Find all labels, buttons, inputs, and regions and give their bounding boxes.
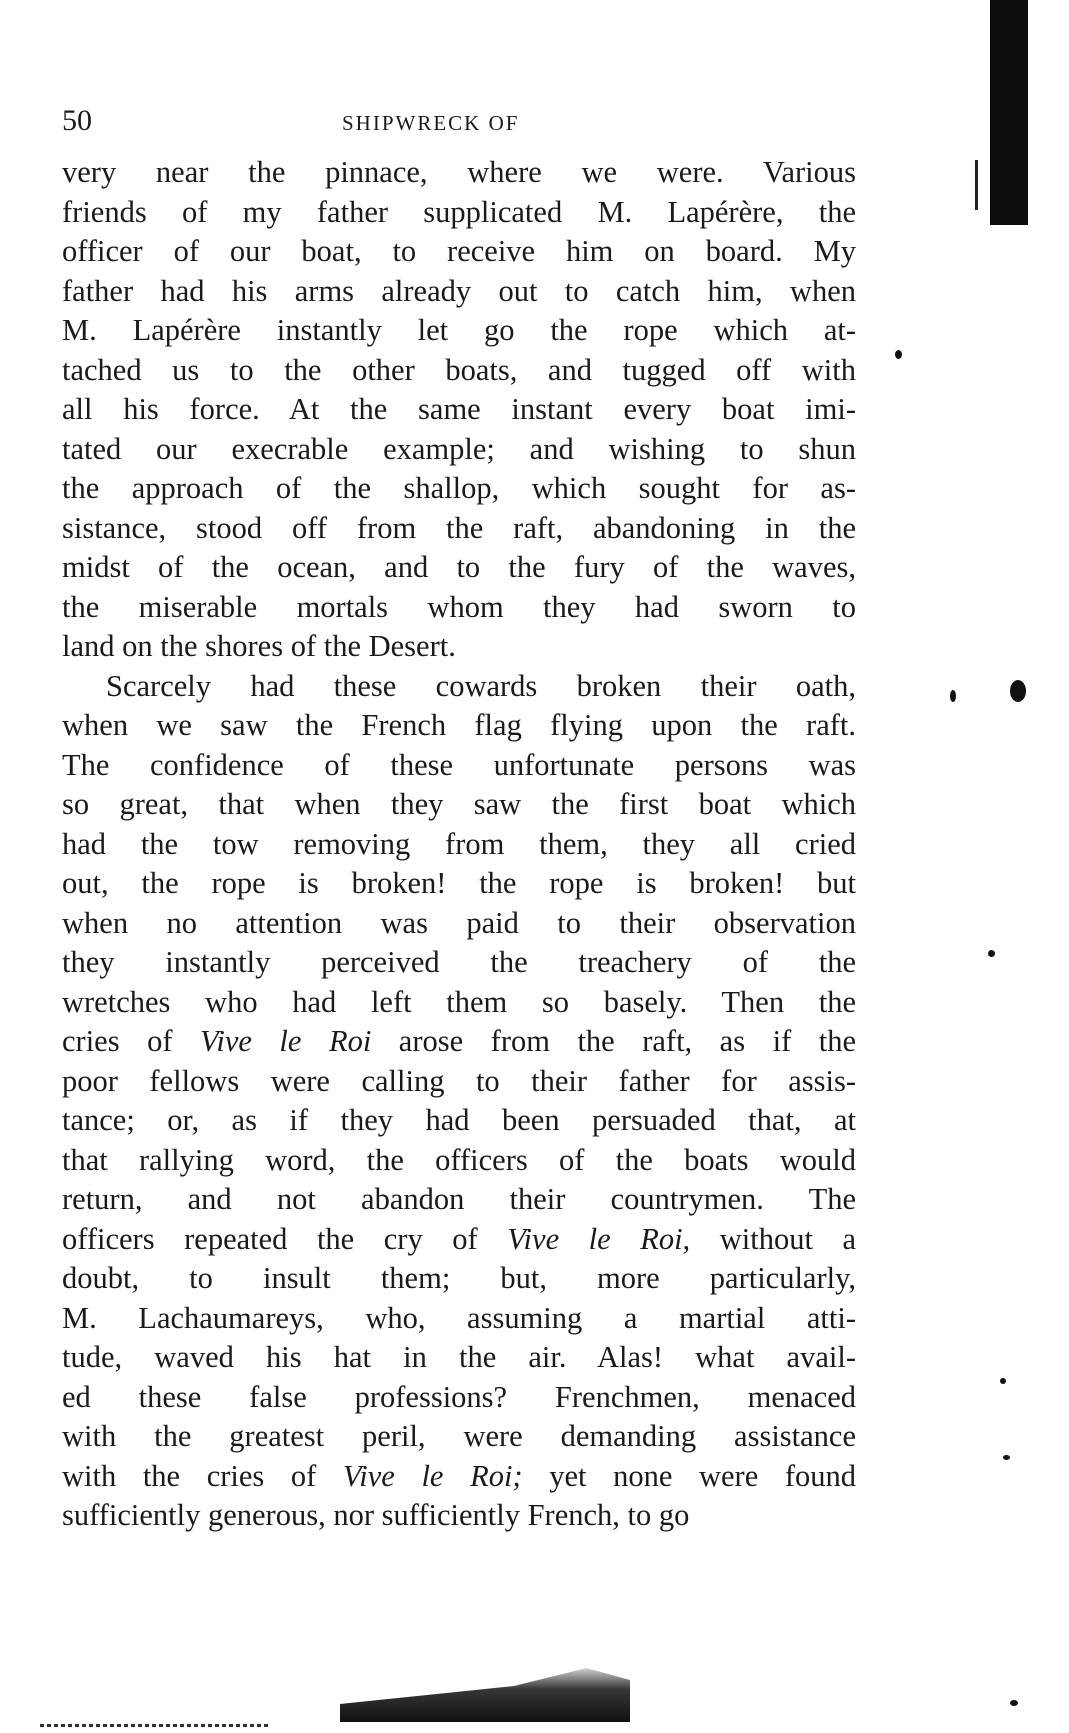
body-text — [62, 153, 856, 1536]
scan-speck — [1000, 1378, 1006, 1384]
text-line: doubt, to insult them; but, more particularly, — [62, 1261, 856, 1295]
text-line: so great, that when they saw the first boat which — [62, 787, 856, 821]
text-line-mixed — [62, 1022, 856, 1062]
page-number: 50 — [62, 104, 92, 137]
text-line: father had his arms already out to catch him, when — [62, 273, 856, 308]
italic-run: Vive le Roi, — [507, 1221, 691, 1256]
text-line: had the tow removing from them, they all cried — [62, 826, 856, 861]
italic-run: Vive le Roi; — [342, 1458, 523, 1493]
text-run: arose from the raft, as if the — [371, 1024, 856, 1058]
scan-speck — [1010, 680, 1026, 702]
text-line: when we saw the French flag flying upon the raft. — [62, 708, 856, 742]
text-line: midst of the ocean, and to the fury of the waves, — [62, 550, 856, 584]
text-line: ed these false professions? Frenchmen, menaced — [62, 1379, 856, 1414]
text-line: tached us to the other boats, and tugged off with — [62, 352, 856, 387]
text-run: officers repeated the cry of — [62, 1221, 508, 1256]
text-line: sufficiently generous, nor sufficiently French, to go — [62, 1498, 690, 1532]
text-line: Scarcely had these cowards broken their oath, — [106, 668, 856, 703]
scan-smudge — [340, 1662, 630, 1722]
text-line: sistance, stood off from the raft, abandoning in the — [62, 510, 856, 545]
running-title: SHIPWRECK OF — [342, 111, 520, 135]
scan-speck — [988, 950, 995, 957]
scan-edge-marks — [40, 1724, 270, 1727]
text-line: the miserable mortals whom they had sworn to — [62, 589, 856, 624]
text-line: land on the shores of the Desert. — [62, 629, 456, 663]
scan-shadow-bar — [990, 0, 1028, 225]
scan-speck — [950, 690, 956, 702]
text-line: tance; or, as if they had been persuaded that, at — [62, 1103, 856, 1137]
text-line: out, the rope is broken! the rope is broken! but — [62, 866, 856, 900]
scan-speck — [895, 350, 902, 359]
text-line: the approach of the shallop, which sought for as- — [62, 471, 856, 505]
text-line: wretches who had left them so basely. Then the — [62, 984, 856, 1019]
text-line: M. Lapérère instantly let go the rope which at- — [62, 313, 856, 347]
running-head — [62, 104, 862, 138]
text-line: The confidence of these unfortunate persons was — [62, 747, 856, 782]
paragraph-1 — [62, 153, 856, 667]
text-run: yet none were found — [522, 1458, 856, 1493]
text-line: officer of our boat, to receive him on board. My — [62, 234, 856, 268]
text-line: M. Lachaumareys, who, assuming a martial atti- — [62, 1300, 856, 1335]
text-line: they instantly perceived the treachery of the — [62, 945, 856, 979]
scan-speck — [1003, 1455, 1010, 1460]
text-line: with the greatest peril, were demanding assistance — [62, 1419, 856, 1453]
text-line: tated our execrable example; and wishing to shun — [62, 431, 856, 466]
text-line: when no attention was paid to their observation — [62, 905, 856, 940]
text-line: friends of my father supplicated M. Lapérère, the — [62, 194, 856, 229]
text-run: cries of — [62, 1024, 200, 1058]
paragraph-2 — [62, 667, 856, 1536]
italic-run: Vive le Roi — [200, 1024, 372, 1058]
text-line-mixed — [62, 1457, 856, 1497]
text-line: return, and not abandon their countrymen. The — [62, 1182, 856, 1216]
text-run: without a — [690, 1221, 856, 1256]
scan-speck — [1010, 1700, 1018, 1706]
text-line-mixed — [62, 1220, 856, 1260]
text-line: that rallying word, the officers of the boats would — [62, 1142, 856, 1177]
scan-shadow-edge — [975, 160, 990, 210]
text-run: with the cries of — [62, 1458, 343, 1493]
text-line: poor fellows were calling to their father for assis- — [62, 1063, 856, 1098]
text-line: all his force. At the same instant every boat imi- — [62, 392, 856, 426]
text-line: very near the pinnace, where we were. Various — [62, 155, 856, 189]
text-line: tude, waved his hat in the air. Alas! what avail- — [62, 1340, 856, 1374]
